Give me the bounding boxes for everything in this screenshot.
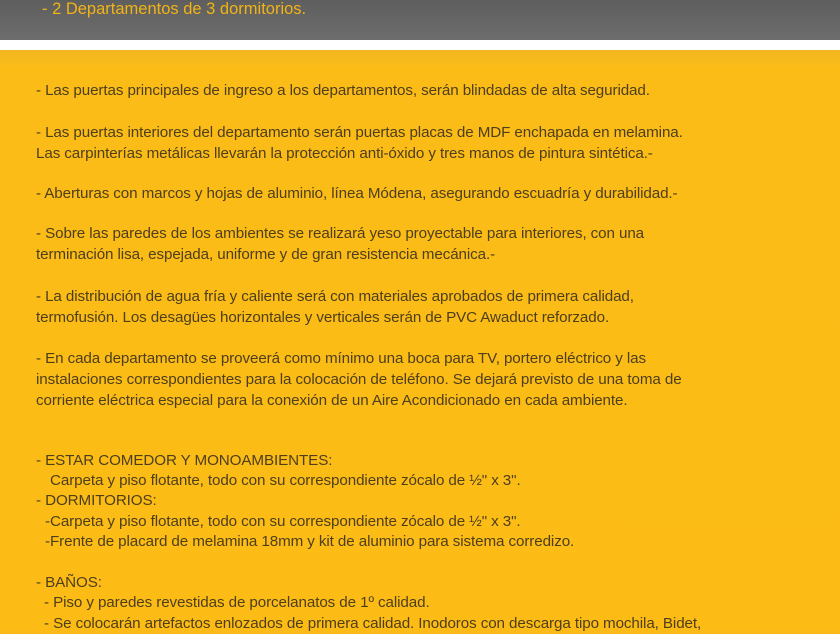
section-heading: - ESTAR COMEDOR Y MONOAMBIENTES:: [36, 452, 333, 469]
paragraph-line: - Las puertas principales de ingreso a los departamentos, serán blindadas de alta seguridad.: [36, 82, 650, 99]
document-body: [0, 50, 840, 630]
section-item: - Se colocarán artefactos enlozados de primera calidad. Inodoros con descarga tipo mochila, Bidet,: [44, 615, 702, 632]
paragraph-line: terminación lisa, espejada, uniforme y de gran resistencia mecánica.-: [36, 246, 496, 263]
paragraph-line: - La distribución de agua fría y caliente será con materiales aprobados de primera calidad,: [36, 288, 634, 305]
header-line: - 2 Departamentos de 3 dormitorios.: [42, 0, 307, 18]
section-item: -Carpeta y piso flotante, todo con su correspondiente zócalo de ½" x 3".: [45, 513, 521, 530]
section-item: - Piso y paredes revestidas de porcelanatos de 1º calidad.: [44, 594, 430, 611]
paragraph-line: termofusión. Los desagües horizontales y verticales serán de PVC Awaduct reforzado.: [36, 309, 610, 326]
paragraph-line: instalaciones correspondientes para la colocación de teléfono. Se dejará previsto de una toma de: [36, 371, 682, 388]
paragraph-line: - Sobre las paredes de los ambientes se realizará yeso proyectable para interiores, con una: [36, 225, 645, 242]
section-item: -Frente de placard de melamina 18mm y kit de aluminio para sistema corredizo.: [45, 533, 575, 550]
paragraph-line: Las carpinterías metálicas llevarán la protección anti-óxido y tres manos de pintura sintética.-: [36, 145, 653, 162]
paragraph-line: - Aberturas con marcos y hojas de aluminio, línea Módena, asegurando escuadría y durabilidad.-: [36, 185, 678, 202]
section-item: Carpeta y piso flotante, todo con su correspondiente zócalo de ½" x 3".: [50, 472, 521, 489]
paragraph-line: - En cada departamento se proveerá como mínimo una boca para TV, portero eléctrico y las: [36, 350, 647, 367]
section-heading: - BAÑOS:: [36, 574, 102, 591]
divider-band: [0, 40, 840, 50]
paragraph-line: corriente eléctrica especial para la conexión de un Aire Acondicionado en cada ambiente.: [36, 392, 628, 409]
section-heading: - DORMITORIOS:: [36, 492, 157, 509]
paragraph-line: - Las puertas interiores del departamento serán puertas placas de MDF enchapada en melamina.: [36, 124, 683, 141]
header-bar: [0, 0, 840, 40]
